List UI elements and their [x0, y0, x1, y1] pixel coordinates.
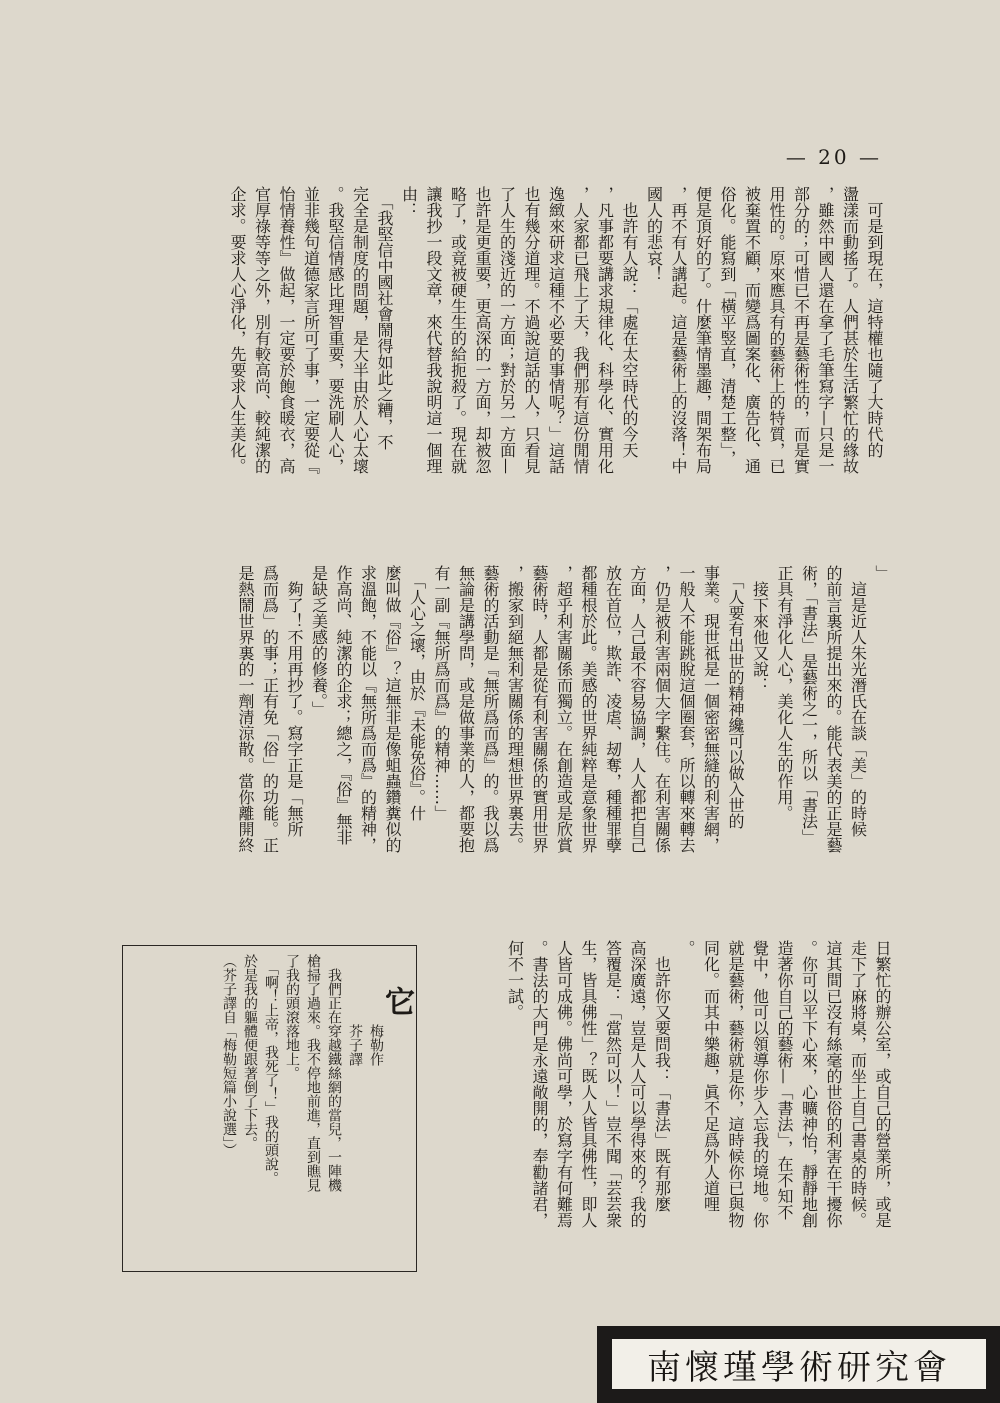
footer-label: 南懷瑾學術研究會	[612, 1339, 986, 1389]
paragraph-line: 是缺乏美感的修養。」	[309, 565, 329, 717]
paragraph-line: 求溫飽，不能以『無所爲而爲』的精神，	[358, 565, 378, 853]
paragraph-line: 無論是講學問，或是做事業的人，都要抱	[456, 565, 476, 853]
paragraph-line: 並非幾句道德家言所可了事，一定要從『	[301, 186, 321, 474]
paragraph-line: 。你可以平下心來，心曠神怡，靜靜地創	[799, 940, 819, 1228]
paragraph-line: 藝術時，人都是從有利害關係的實用世界	[530, 565, 549, 853]
paragraph-line: 盪漾而動搖了。人們甚於生活繁忙的緣故	[840, 186, 860, 474]
paragraph-line: 高深廣遠，豈是人人可以學得來的？我的	[628, 940, 647, 1228]
poem-text	[132, 954, 414, 1262]
poem-line: 於是我的軀體便跟著倒了下去。	[242, 954, 258, 1150]
paragraph-line: 國人的悲哀！	[644, 186, 664, 282]
paragraph-line: ，搬家到絕無利害關係的理想世界裏去。	[505, 565, 525, 853]
poem-translator: 芥子譯	[347, 954, 363, 1066]
paragraph-line: 方面，人己最不容易協調，人人都把自己	[628, 565, 647, 853]
paragraph-line: 。我堅信情感比理智重要，要洗刷人心，	[326, 186, 345, 474]
paragraph-line: 被棄置不顧，而變爲圖案化、廣告化、通	[742, 186, 762, 474]
paragraph-line: ，人家都已飛上了天，我們那有這份閒情	[571, 186, 590, 474]
paragraph-line: 人皆可成佛。佛尚可學，於寫字有何難焉	[554, 940, 574, 1228]
paragraph-line: 也許有人說：「處在太空時代的今天	[620, 186, 639, 458]
paragraph-line: 也許是更重要，更高深的一方面，却被忽	[473, 186, 492, 474]
paragraph-line: 是熱鬧世界裏的一劑清涼散。當你離開終	[236, 565, 255, 853]
poem-source: （芥子譯自「梅勒短篇小說選」）	[221, 954, 237, 1157]
paragraph-line: 。	[677, 940, 696, 956]
paragraph-line: 「人要有出世的精神纔可以做入世的	[726, 565, 745, 829]
paragraph-line: 都種根於此。美感的世界純粹是意象世界	[579, 565, 598, 853]
paragraph-line: 企求。要求人心淨化，先要求人生美化。	[228, 186, 247, 474]
paragraph-line: 俗化。能寫到「橫平竪直，清楚工整」，	[718, 186, 737, 466]
paragraph-line: 答覆是：「當然可以！」豈不聞「芸芸衆	[603, 940, 623, 1228]
poem-title: 它	[379, 986, 414, 1016]
poem-author: 梅勒作	[368, 954, 384, 1066]
paragraph-line: 放在首位，欺詐、凌虐、刼奪，種種罪孽	[603, 565, 623, 853]
paragraph-line: 也許你又要問我：「書法」既有那麼	[652, 940, 672, 1212]
paragraph-line: 何不一試。	[505, 940, 525, 1020]
paragraph-line: ，凡事都要講求規律化、科學化、實用化	[595, 186, 615, 474]
paragraph-line: 爲而爲」的事；正有免「俗」的功能。正	[260, 565, 280, 853]
paragraph-line: 「我堅信中國社會鬧得如此之糟，不	[375, 186, 394, 450]
paragraph-line: 也有幾分道理。不過說這話的人，只看見	[522, 186, 541, 474]
paragraph-line: 怡情養性』做起，一定要於飽食暖衣，高	[277, 186, 296, 474]
paragraph-line: 逸緻來研求這種不必要的事情呢？」這話	[546, 186, 566, 474]
paragraph-line: 造著你自己的藝術—「書法」，在不知不	[775, 940, 794, 1220]
paragraph-line: 官厚祿等等之外，別有較高尚、較純潔的	[252, 186, 272, 474]
paragraph-line: 一般人不能跳脫這個圈套，所以轉來轉去	[677, 565, 696, 853]
paragraph-line: 就是藝術，藝術就是你，這時候你已與物	[726, 940, 745, 1228]
paragraph-line: ，超乎利害關係而獨立。在創造或是欣賞	[554, 565, 574, 853]
paragraph-line: 有一副『無所爲而爲』的精神……」	[432, 565, 451, 821]
poem-line: 了我的頭滾落地上。	[284, 954, 300, 1080]
paragraph-line: 這是近人朱光潛氏在談「美」的時候	[848, 565, 868, 837]
paragraph-line: 同化。而其中樂趣，眞不足爲外人道哩	[701, 940, 721, 1212]
paragraph-line: 作高尚、純潔的企求；總之，『俗』無非	[334, 565, 353, 845]
paragraph-line: 由：	[399, 186, 419, 218]
poem-line: 我們正在穿越鐵絲網的當兒，一陣機	[326, 954, 342, 1192]
paragraph-line: 用性的。原來應具有的藝術上的特質，已	[767, 186, 786, 474]
text-block-top	[116, 186, 886, 526]
paragraph-line: 部分的；可惜已不再是藝術性的，而是實	[791, 186, 811, 474]
paragraph-line: ，雖然中國人還在拿了毛筆寫字—只是一	[816, 186, 835, 474]
paragraph-line: 事業。現世祗是一個密密無縫的利害網，	[701, 565, 721, 853]
paragraph-line: 正具有淨化人心，美化人生的作用。	[775, 565, 794, 821]
paragraph-line: 術，「書法」是藝術之一，所以「書法」	[799, 565, 819, 845]
paragraph-line: 生，皆具佛性」？既人人皆具佛性，即人	[579, 940, 598, 1228]
paragraph-line: 接下來他又說：	[750, 565, 770, 693]
paragraph-line: 可是到現在，這特權也隨了大時代的	[865, 186, 884, 458]
paragraph-line: ，再不有人講起。這是藝術上的沒落！中	[669, 186, 688, 474]
paragraph-line: 」	[873, 565, 892, 581]
paragraph-line: 了人生的淺近的一方面；對於另一方面—	[497, 186, 517, 474]
paragraph-line: 完全是制度的問題，是大半由於人心太壞	[350, 186, 370, 474]
paragraph-line: 略了，或竟被硬生生的給扼殺了。現在就	[448, 186, 468, 474]
page-number: — 20 —	[785, 145, 882, 169]
paragraph-line: 走下了麻將桌，而坐上自己書桌的時候。	[848, 940, 868, 1228]
poem-line: 槍掃了過來。我不停地前進，直到瞧見	[305, 954, 321, 1192]
paragraph-line: ，仍是被利害兩個大字繫住。在利害關係	[652, 565, 672, 853]
paragraph-line: 讓我抄一段文章，來代替我說明這一個理	[424, 186, 443, 474]
paragraph-line: 覺中，他可以領導你步入忘我的境地。你	[750, 940, 770, 1228]
paragraph-line: 的前言裏所提出來的。能代表美的正是藝	[824, 565, 843, 853]
paragraph-line: 藝術的活動是『無所爲而爲』的。我以爲	[481, 565, 500, 853]
paragraph-line: 。書法的大門是永遠敞開的，奉勸諸君，	[530, 940, 549, 1228]
paragraph-line: 夠了！不用再抄了。寫字正是「無所	[285, 565, 304, 837]
poem-line: 「啊！上帝，我死了！」我的頭說。	[263, 954, 279, 1185]
paragraph-line: 「人心之壞，由於『未能免俗』。什	[407, 565, 427, 821]
paragraph-line: 這其間已沒有絲毫的世俗的利害在干擾你	[824, 940, 843, 1228]
text-block-middle	[116, 565, 894, 910]
paragraph-line: 麼叫做『俗』？這無非是像蛆蟲鑽糞似的	[383, 565, 402, 853]
text-block-bottom	[430, 940, 894, 1302]
paragraph-line: 便是頂好的了。什麼筆情墨趣，間架布局	[693, 186, 713, 474]
paragraph-line: 日繁忙的辦公室，或自己的營業所，或是	[873, 940, 892, 1228]
